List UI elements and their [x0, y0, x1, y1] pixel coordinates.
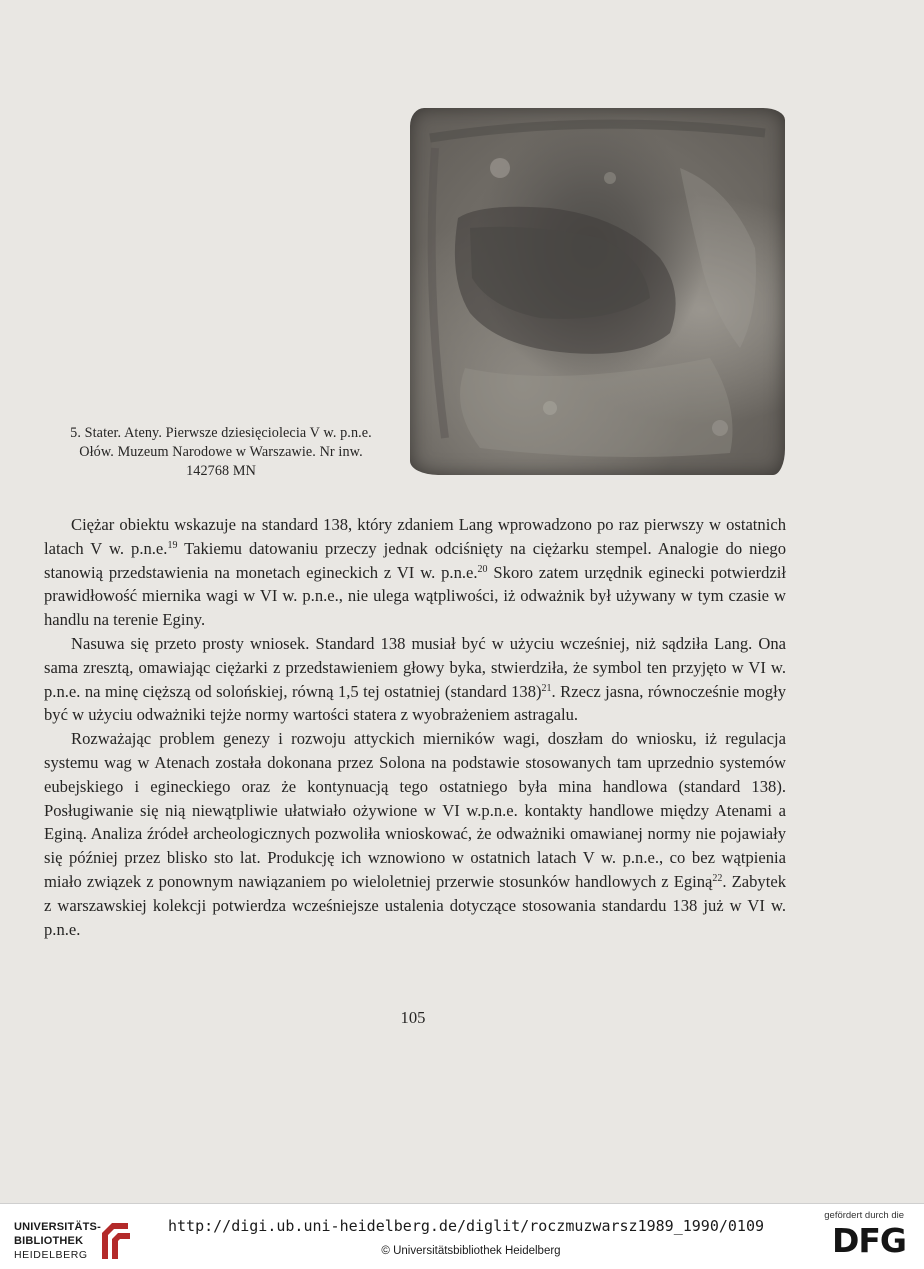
viewer-footer	[0, 1203, 924, 1269]
footnote-ref-19: 19	[167, 539, 178, 551]
paragraph-1: Ciężar obiektu wskazuje na standard 138, który zdaniem Lang wprowadzono po raz pierwszy w ostatnich latach V w. p.n.e.$^{19}$ Takiemu datowaniu przeczy jednak odciśnięty na ciężarku stempel. Analogie do niego stanowią przedstawienia na monetach egineckich z VI w. p.n.e.$^{20}$ Skoro zatem urzędnik eginecki potwierdził prawidłowość miernika wagi w VI w. p.n.e., nie ulega wątpliwości, iż odważnik był używany w tym czasie w handlu na terenie Eginy.	[44, 515, 786, 630]
footer-divider	[0, 1203, 924, 1204]
footnote-ref-22: 22	[712, 872, 723, 884]
footnote-ref-20: 20	[477, 563, 488, 575]
library-name-line2: BIBLIOTHEK	[14, 1235, 84, 1247]
library-name-line3: HEIDELBERG	[14, 1249, 88, 1261]
paragraph-3: Rozważając problem genezy i rozwoju attyckich mierników wagi, doszłam do wniosku, iż regulacja systemu wag w Atenach została dokonana przez Solona na podstawie stosowanych tam uprzednio systemów eubejskiego i egineckiego oraz że kontynuacją tego ostatniego była mina handlowa (standard 138). Posługiwanie się nią niewątpliwie ułatwiało ożywione w VI w.p.n.e. kontakty handlowe między Atenami a Eginą. Analiza źródeł archeologicznych pozwoliła wnioskować, że odważniki omawianej normy nie pojawiały się później przez blisko sto lat. Produkcję ich wznowiono w ostatnich latach V w. p.n.e., co bez wątpienia miało związek z ponownym nawiązaniem po wieloletniej przerwie stosunków handlowych z Eginą$^{22}$. Zabytek z warszawskiej kolekcji potwierdza wcześniejsze ustalenia dotyczące stosowania standardu 138 już w VI w. p.n.e.	[44, 729, 786, 939]
photo-texture	[410, 108, 785, 475]
caption-line: 142768 MN	[186, 463, 256, 479]
funder-label: gefördert durch die	[824, 1210, 904, 1221]
caption-line: 5. Stater. Ateny. Pierwsze dziesięciolecia V w. p.n.e.	[70, 425, 372, 441]
article-body	[44, 513, 786, 941]
copyright-notice: © Universitätsbibliothek Heidelberg	[381, 1245, 561, 1257]
footnote-ref-21: 21	[541, 682, 552, 694]
figure-caption	[42, 424, 400, 481]
library-name-line1: UNIVERSITÄTS-	[14, 1221, 101, 1233]
paragraph-2: Nasuwa się przeto prosty wniosek. Standard 138 musiał być w użyciu wcześniej, niż sądziła Lang. Ona sama zresztą, omawiając ciężarki z przedstawieniem głowy byka, stwierdziła, że symbol ten przyjęto w VI w. p.n.e. na minę cięższą od solońskiej, równą 1,5 tej ostatniej (standard 138)$^{21}$. Rzecz jasna, równocześnie mogły być w użyciu odważniki tejże normy wartości statera z wyobrażeniem astragalu.	[44, 633, 786, 725]
permalink-url[interactable]: http://digi.ub.uni-heidelberg.de/diglit/roczmuzwarsz1989_1990/0109	[167, 1217, 765, 1235]
dfg-logo[interactable]: DFG	[831, 1221, 906, 1260]
lead-weight-photo	[410, 108, 785, 475]
caption-line: Ołów. Muzeum Narodowe w Warszawie. Nr inw.	[79, 444, 363, 460]
page-number: 105	[400, 1008, 426, 1027]
